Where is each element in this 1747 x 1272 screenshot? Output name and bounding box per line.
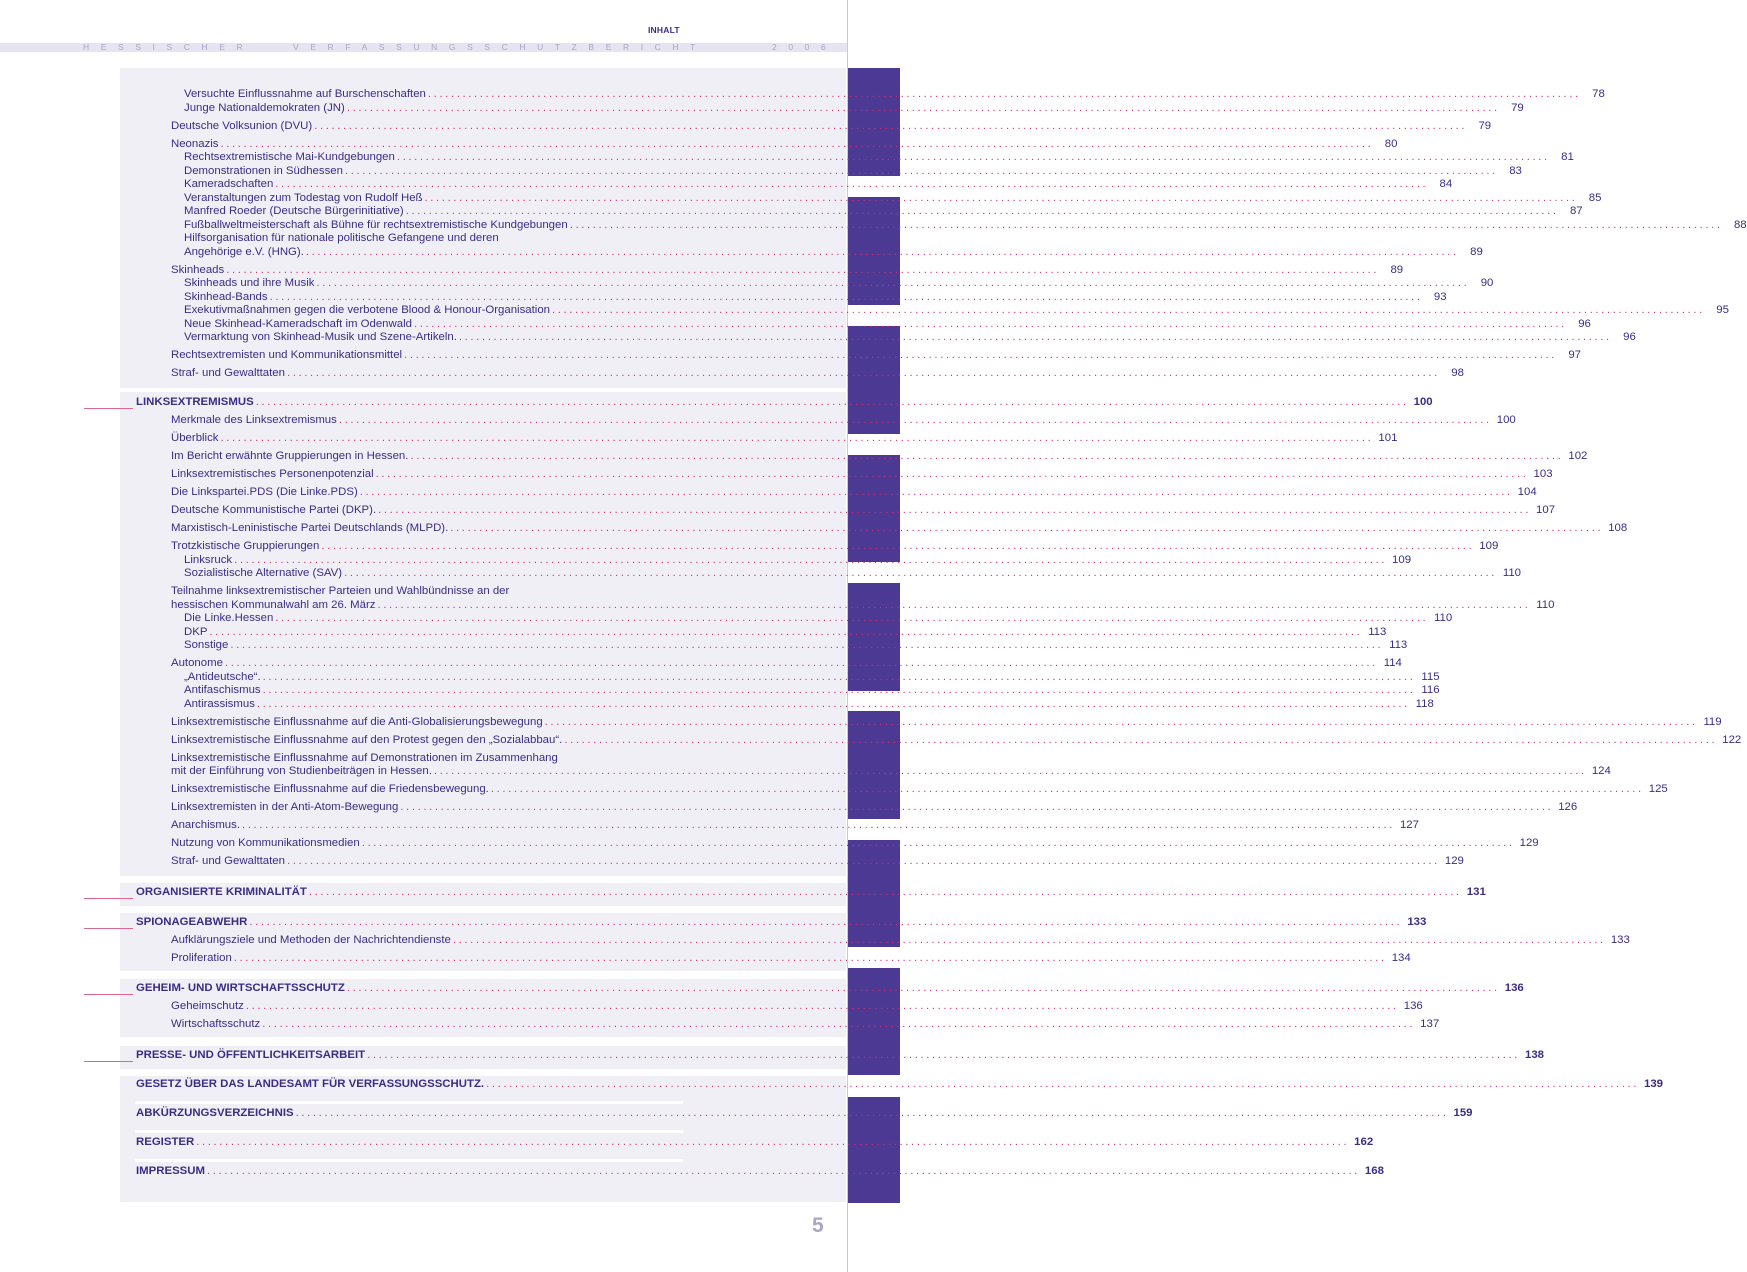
entry-page: 89 (1390, 263, 1404, 276)
toc-entry[interactable] (120, 504, 1556, 518)
dot-leader: ........................................................................................................................................................................................................ (233, 952, 1387, 964)
header-band-year: 2006 (772, 42, 838, 52)
toc-entry[interactable] (120, 432, 1398, 446)
entry-page: 133 (1610, 934, 1630, 946)
toc-entry[interactable] (120, 191, 1602, 206)
entry-title: IMPRESSUM (136, 1165, 205, 1177)
entry-page: 93 (1433, 290, 1447, 303)
entry-title: SPIONAGEABWEHR (136, 916, 248, 928)
entry-page: 109 (1479, 540, 1499, 552)
entry-title: Versuchte Einflussnahme auf Burschenschaften (184, 88, 426, 100)
toc-entry[interactable] (120, 317, 1591, 332)
toc-box (120, 392, 1742, 876)
entry-page: 87 (1569, 205, 1583, 217)
dot-leader: ........................................................................................................................................................................................................ (486, 1078, 1640, 1090)
chapter-marker-line (84, 408, 133, 409)
entry-page: 134 (1391, 952, 1411, 964)
entry-page: 136 (1504, 982, 1524, 994)
entry-title: GEHEIM- UND WIRTSCHAFTSSCHUTZ (136, 982, 345, 994)
dot-leader: ........................................................................................................................................................................................................ (308, 886, 1462, 898)
dot-leader: ........................................................................................................................................................................................................ (286, 367, 1440, 379)
separator (135, 1130, 683, 1133)
entry-page: 110 (1536, 598, 1555, 611)
toc-entry[interactable] (120, 598, 1555, 613)
dot-leader: ........................................................................................................................................................................................................ (321, 540, 1475, 552)
entry-page: 81 (1561, 151, 1574, 163)
dot-leader: ........................................................................................................................................................................................................ (344, 164, 1498, 177)
entry-title: Neonazis (171, 137, 219, 150)
toc-chapter[interactable] (120, 982, 1524, 996)
entry-title: Autonome (171, 657, 223, 669)
dot-leader: ........................................................................................................................................................................................................ (564, 733, 1718, 746)
toc-entry[interactable] (120, 684, 1440, 698)
entry-title: Vermarktung von Skinhead-Musik und Szene-Artikeln. (184, 331, 457, 343)
entry-title: DKP (184, 625, 208, 638)
toc-entry[interactable] (120, 245, 1483, 260)
toc-entry[interactable] (120, 837, 1539, 851)
separator (135, 1101, 683, 1104)
dot-leader: ........................................................................................................................................................................................................ (220, 137, 1374, 150)
dot-leader: ........................................................................................................................................................................................................ (450, 522, 1604, 534)
entry-title: Proliferation (171, 952, 232, 964)
toc-entry[interactable] (120, 486, 1537, 500)
dot-leader: ........................................................................................................................................................................................................ (338, 414, 1492, 426)
entry-page: 113 (1389, 639, 1408, 651)
entry-title: Deutsche Kommunistische Partei (DKP). (171, 504, 377, 516)
toc-entry[interactable] (120, 639, 1408, 653)
entry-page: 125 (1648, 783, 1668, 795)
entry-title: PRESSE- UND ÖFFENTLICHKEITSARBEIT (136, 1049, 366, 1061)
separator (135, 1159, 683, 1162)
toc-chapter[interactable] (120, 916, 1427, 930)
entry-page: 168 (1364, 1165, 1384, 1177)
chapter-marker-line (84, 1061, 133, 1062)
toc-box (120, 979, 1524, 1037)
entry-page: 127 (1399, 819, 1419, 831)
dot-leader: ........................................................................................................................................................................................................ (196, 1136, 1350, 1148)
entry-page: 110 (1434, 612, 1453, 624)
dot-leader: ........................................................................................................................................................................................................ (367, 1049, 1521, 1061)
entry-title: hessischen Kommunalwahl am 26. März (171, 598, 376, 611)
dot-leader: ........................................................................................................................................................................................................ (424, 191, 1578, 204)
entry-title: Skinheads (171, 263, 225, 276)
entry-title: Linksextremistisches Personenpotenzial (171, 468, 374, 480)
toc-chapter[interactable] (120, 1049, 1545, 1063)
toc-chapter[interactable] (120, 396, 1433, 410)
toc-entry[interactable] (120, 783, 1668, 797)
toc-entry[interactable] (120, 450, 1588, 464)
chapter-marker-line (84, 928, 133, 929)
entry-title: Veranstaltungen zum Todestag von Rudolf Heß (184, 191, 423, 204)
entry-title: LINKSEXTREMISMUS (136, 396, 254, 408)
dot-leader: ........................................................................................................................................................................................................ (404, 349, 1558, 361)
entry-title: Straf- und Gewalttaten (171, 367, 285, 379)
dot-leader: ........................................................................................................................................................................................................ (490, 783, 1644, 795)
entry-title: Linksextremistische Einflussnahme auf die Friedensbewegung. (171, 783, 489, 795)
entry-page: 138 (1525, 1049, 1545, 1061)
entry-title: Im Bericht erwähnte Gruppierungen in Hessen. (171, 450, 409, 462)
entry-page: 131 (1466, 886, 1486, 898)
entry-title: Geheimschutz (171, 1000, 244, 1012)
toc-entry[interactable] (120, 263, 1404, 278)
dot-leader: ........................................................................................................................................................................................................ (316, 277, 1470, 289)
dot-leader: ........................................................................................................................................................................................................ (262, 670, 1416, 683)
entry-page: 97 (1568, 349, 1582, 361)
entry-page: 83 (1509, 164, 1522, 177)
entry-title: Anarchismus. (171, 819, 241, 831)
entry-page: 122 (1722, 733, 1742, 746)
dot-leader: ........................................................................................................................................................................................................ (427, 88, 1581, 100)
entry-title: Deutsche Volksunion (DVU) (171, 119, 313, 132)
dot-leader: ........................................................................................................................................................................................................ (314, 119, 1468, 132)
entry-title: Skinheads und ihre Musik (184, 277, 315, 289)
dot-leader: ........................................................................................................................................................................................................ (286, 855, 1440, 867)
dot-leader: ........................................................................................................................................................................................................ (361, 837, 1515, 849)
entry-title: Überblick (171, 432, 219, 444)
entry-title: Marxistisch-Leninistische Partei Deutschlands (MLPD). (171, 522, 449, 534)
entry-title: Demonstrationen in Südhessen (184, 164, 343, 177)
toc-entry[interactable] (120, 657, 1402, 671)
entry-title: Straf- und Gewalttaten (171, 855, 285, 867)
entry-page: 116 (1421, 684, 1440, 696)
toc-box (120, 883, 1486, 906)
toc-entry[interactable] (120, 101, 1524, 116)
toc-entry[interactable] (120, 553, 1412, 568)
entry-title: Die Linkspartei.PDS (Die Linke.PDS) (171, 486, 358, 498)
entry-page: 101 (1378, 432, 1398, 444)
entry-title: Nutzung von Kommunikationsmedien (171, 837, 360, 849)
toc-box (120, 1046, 1545, 1069)
dot-leader: ........................................................................................................................................................................................................ (255, 396, 1409, 408)
toc-entry[interactable] (120, 522, 1628, 536)
dot-leader: ........................................................................................................................................................................................................ (269, 290, 1423, 303)
entry-page: 85 (1588, 191, 1602, 204)
toc-entry[interactable] (120, 765, 1611, 779)
entry-page: 107 (1536, 504, 1556, 516)
toc-entry[interactable] (120, 819, 1419, 833)
entry-title: Manfred Roeder (Deutsche Bürgerinitiative) (184, 205, 404, 217)
toc-entry-lead: Hilfsorganisation für nationale politische Gefangene und deren (184, 232, 499, 244)
toc-entry[interactable] (120, 331, 1636, 345)
toc-entry[interactable] (120, 1000, 1423, 1014)
dot-leader: ........................................................................................................................................................................................................ (346, 982, 1500, 994)
chapter-marker-line (84, 898, 133, 899)
entry-page: 114 (1383, 657, 1402, 669)
entry-title: Linksruck (184, 553, 233, 566)
entry-page: 98 (1451, 367, 1464, 379)
toc-chapter[interactable] (120, 886, 1486, 900)
entry-title: ORGANISIERTE KRIMINALITÄT (136, 886, 307, 898)
entry-page: 110 (1502, 567, 1521, 579)
dot-leader: ........................................................................................................................................................................................................ (569, 218, 1723, 231)
entry-title: Linksextremisten in der Anti-Atom-Bewegung (171, 801, 399, 813)
dot-leader: ........................................................................................................................................................................................................ (242, 819, 1395, 831)
dot-leader: ........................................................................................................................................................................................................ (433, 765, 1587, 777)
dot-leader: ........................................................................................................................................................................................................ (224, 657, 1378, 669)
toc-entry[interactable] (120, 697, 1434, 712)
toc-entry[interactable] (120, 670, 1440, 685)
dot-leader: ........................................................................................................................................................................................................ (262, 684, 1416, 696)
entry-page: 133 (1407, 916, 1427, 928)
entry-title: Angehörige e.V. (HNG). (184, 245, 304, 258)
toc-entry[interactable] (120, 625, 1387, 640)
toc-box (120, 68, 1747, 388)
chapter-marker-line (84, 994, 133, 995)
dot-leader: ........................................................................................................................................................................................................ (249, 916, 1403, 928)
toc-entry-lead: Teilnahme linksextremistischer Parteien und Wahlbündnisse an der (171, 585, 510, 597)
dot-leader: ........................................................................................................................................................................................................ (234, 553, 1388, 566)
entry-page: 119 (1703, 715, 1722, 728)
entry-page: 159 (1453, 1107, 1473, 1119)
entry-title: Antifaschismus (184, 684, 261, 696)
dot-leader: ........................................................................................................................................................................................................ (375, 468, 1529, 480)
dot-leader: ........................................................................................................................................................................................................ (552, 304, 1705, 316)
entry-title: Sozialistische Alternative (SAV) (184, 567, 343, 579)
page-number: 5 (812, 1214, 824, 1237)
dot-leader: ........................................................................................................................................................................................................ (305, 245, 1459, 258)
dot-leader: ........................................................................................................................................................................................................ (230, 639, 1384, 651)
toc-entry[interactable] (120, 119, 1492, 134)
entry-title: REGISTER (136, 1136, 195, 1148)
dot-leader: ........................................................................................................................................................................................................ (245, 1000, 1399, 1012)
dot-leader: ........................................................................................................................................................................................................ (275, 612, 1429, 624)
dot-leader: ........................................................................................................................................................................................................ (344, 567, 1497, 579)
dot-leader: ........................................................................................................................................................................................................ (413, 317, 1567, 330)
dot-leader: ........................................................................................................................................................................................................ (226, 263, 1380, 276)
toc-entry[interactable] (120, 715, 1722, 730)
entry-title: Skinhead-Bands (184, 290, 268, 303)
entry-page: 102 (1568, 450, 1588, 462)
entry-page: 79 (1478, 119, 1492, 132)
toc-entry[interactable] (120, 277, 1494, 291)
dot-leader: ........................................................................................................................................................................................................ (262, 1018, 1416, 1030)
entry-title: Kameradschaften (184, 178, 274, 190)
section-label: INHALT (648, 25, 680, 35)
entry-page: 96 (1623, 331, 1636, 343)
toc-chapter[interactable] (120, 1165, 1384, 1179)
dot-leader: ........................................................................................................................................................................................................ (377, 598, 1531, 611)
toc-entry[interactable] (120, 164, 1522, 179)
toc-entry[interactable] (120, 290, 1447, 305)
dot-leader: ........................................................................................................................................................................................................ (544, 715, 1698, 728)
entry-title: Antirassismus (184, 697, 255, 710)
toc-entry[interactable] (120, 567, 1521, 581)
dot-leader: ........................................................................................................................................................................................................ (400, 801, 1554, 813)
entry-title: Trotzkistische Gruppierungen (171, 540, 320, 552)
toc-entry[interactable] (120, 218, 1747, 233)
entry-title: Neue Skinhead-Kameradschaft im Odenwald (184, 317, 412, 330)
entry-title: Wirtschaftsschutz (171, 1018, 261, 1030)
toc-entry[interactable] (120, 540, 1499, 554)
dot-leader: ........................................................................................................................................................................................................ (256, 697, 1410, 710)
entry-title: ABKÜRZUNGSVERZEICHNIS (136, 1107, 294, 1119)
entry-page: 84 (1439, 178, 1453, 190)
entry-page: 79 (1511, 101, 1524, 114)
toc-entry[interactable] (120, 414, 1516, 428)
dot-leader: ........................................................................................................................................................................................................ (220, 432, 1374, 444)
entry-page: 95 (1716, 304, 1729, 316)
toc-entry[interactable] (120, 952, 1411, 966)
entry-page: 89 (1470, 245, 1483, 258)
entry-page: 129 (1444, 855, 1464, 867)
entry-title: Merkmale des Linksextremismus (171, 414, 337, 426)
toc-entry[interactable] (120, 367, 1464, 381)
toc-chapter[interactable] (120, 1107, 1473, 1121)
toc-entry[interactable] (120, 178, 1453, 192)
dot-leader: ........................................................................................................................................................................................................ (359, 486, 1513, 498)
entry-page: 129 (1519, 837, 1539, 849)
toc-entry[interactable] (120, 934, 1630, 948)
toc-entry[interactable] (120, 468, 1553, 482)
entry-page: 80 (1384, 137, 1398, 150)
entry-title: Sonstige (184, 639, 229, 651)
dot-leader: ........................................................................................................................................................................................................ (275, 178, 1429, 190)
entry-title: Rechtsextremisten und Kommunikationsmittel (171, 349, 403, 361)
toc-entry[interactable] (120, 88, 1605, 102)
entry-page: 162 (1354, 1136, 1374, 1148)
entry-page: 103 (1533, 468, 1553, 480)
toc-entry[interactable] (120, 205, 1583, 219)
toc-box (120, 913, 1630, 971)
toc-entry[interactable] (120, 349, 1582, 363)
header-band-title: VERFASSUNGSSCHUTZBERICHT (293, 42, 707, 52)
dot-leader: ........................................................................................................................................................................................................ (410, 450, 1564, 462)
entry-title: Rechtsextremistische Mai-Kundgebungen (184, 151, 395, 163)
dot-leader: ........................................................................................................................................................................................................ (396, 151, 1550, 163)
entry-title: Linksextremistische Einflussnahme auf den Protest gegen den „Sozialabbau“. (171, 733, 563, 746)
entry-title: „Antideutsche“. (184, 670, 261, 683)
entry-page: 139 (1644, 1078, 1664, 1090)
entry-title: Fußballweltmeisterschaft als Bühne für rechtsextremistische Kundgebungen (184, 218, 568, 231)
entry-page: 115 (1421, 670, 1440, 683)
toc-box (120, 1076, 1664, 1202)
entry-title: Junge Nationaldemokraten (JN) (184, 101, 345, 114)
entry-page: 104 (1517, 486, 1537, 498)
toc-entry[interactable] (120, 733, 1742, 748)
entry-page: 96 (1578, 317, 1591, 330)
dot-leader: ........................................................................................................................................................................................................ (378, 504, 1532, 516)
dot-leader: ........................................................................................................................................................................................................ (209, 625, 1363, 638)
entry-page: 137 (1420, 1018, 1440, 1030)
toc-entry[interactable] (120, 855, 1464, 869)
entry-page: 124 (1591, 765, 1611, 777)
entry-title: Linksextremistische Einflussnahme auf die Anti-Globalisierungsbewegung (171, 715, 543, 728)
entry-page: 109 (1392, 553, 1412, 566)
entry-page: 100 (1413, 396, 1433, 408)
entry-title: Aufklärungsziele und Methoden der Nachrichtendienste (171, 934, 451, 946)
toc-entry-lead: Linksextremistische Einflussnahme auf Demonstrationen im Zusammenhang (171, 751, 558, 764)
toc-entry[interactable] (120, 304, 1729, 318)
entry-title: Exekutivmaßnahmen gegen die verbotene Blood & Honour-Organisation (184, 304, 550, 316)
dot-leader: ........................................................................................................................................................................................................ (295, 1107, 1449, 1119)
toc-entry[interactable] (120, 612, 1453, 626)
entry-page: 78 (1592, 88, 1605, 100)
entry-title: Die Linke.Hessen (184, 612, 274, 624)
entry-page: 88 (1733, 218, 1747, 231)
entry-page: 100 (1496, 414, 1516, 426)
toc-chapter[interactable] (120, 1136, 1374, 1150)
dot-leader: ........................................................................................................................................................................................................ (206, 1165, 1360, 1177)
entry-title: GESETZ ÜBER DAS LANDESAMT FÜR VERFASSUNGSSCHUTZ. (136, 1078, 485, 1090)
toc-chapter[interactable] (120, 1078, 1664, 1092)
dot-leader: ........................................................................................................................................................................................................ (458, 331, 1612, 343)
header-band-left: HESSISCHER (83, 42, 255, 52)
toc-entry[interactable] (120, 1018, 1440, 1032)
entry-page: 126 (1558, 801, 1578, 813)
entry-page: 118 (1415, 697, 1434, 710)
dot-leader: ........................................................................................................................................................................................................ (346, 101, 1500, 114)
entry-page: 90 (1480, 277, 1494, 289)
toc-entry[interactable] (120, 151, 1574, 165)
dot-leader: ........................................................................................................................................................................................................ (452, 934, 1606, 946)
entry-page: 108 (1608, 522, 1628, 534)
header-band (0, 43, 847, 52)
dot-leader: ........................................................................................................................................................................................................ (405, 205, 1559, 217)
toc-entry[interactable] (120, 137, 1398, 152)
toc-entry[interactable] (120, 801, 1578, 815)
entry-page: 113 (1368, 625, 1387, 638)
entry-page: 136 (1403, 1000, 1423, 1012)
entry-title: mit der Einführung von Studienbeiträgen in Hessen. (171, 765, 432, 777)
